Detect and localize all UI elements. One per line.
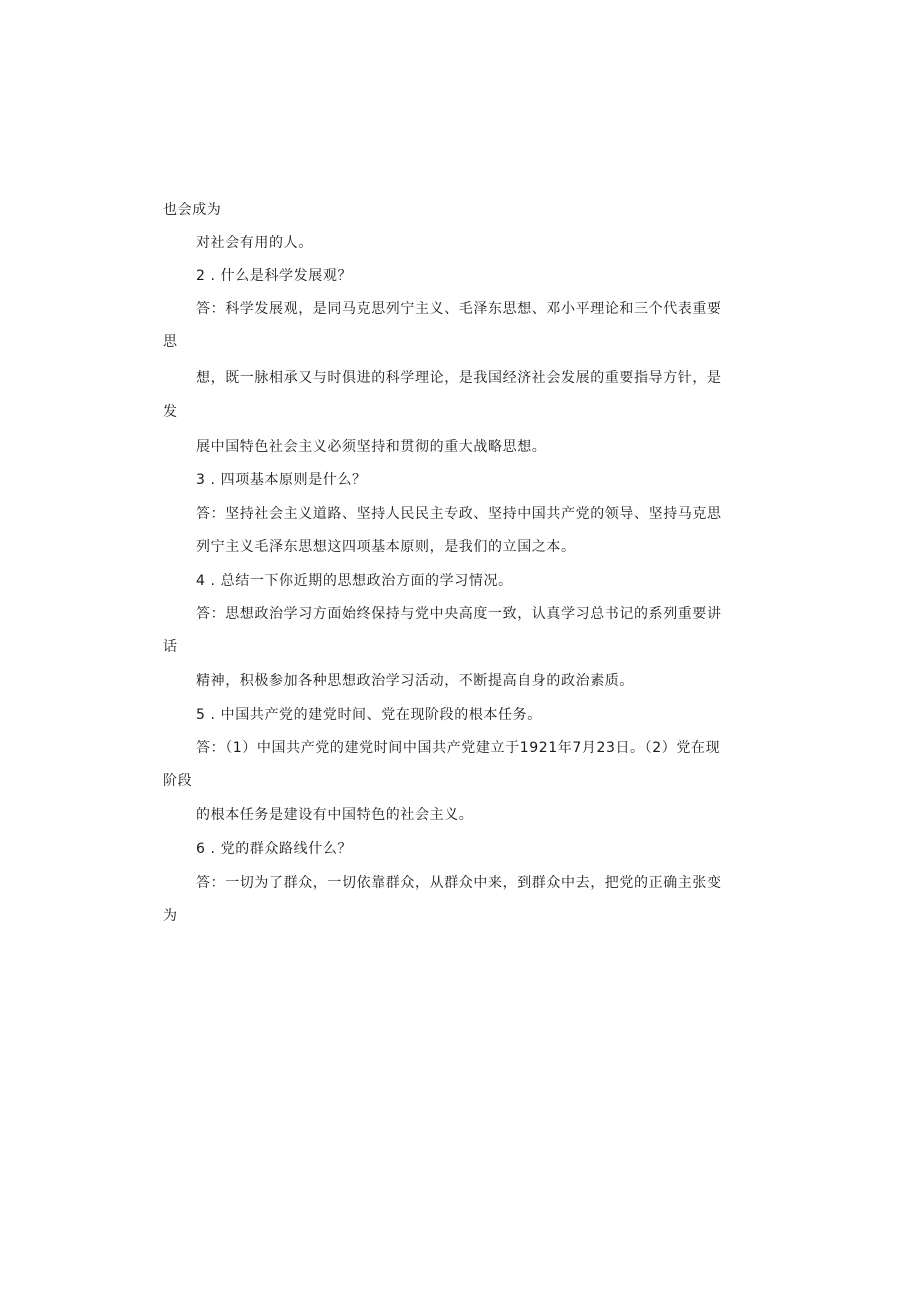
text-line: 展中国特色社会主义必须坚持和贯彻的重大战略思想。 bbox=[196, 439, 547, 455]
question-heading: 2 . 什么是科学发展观？ bbox=[196, 268, 353, 284]
text-line: 精神，积极参加各种思想政治学习活动，不断提高自身的政治素质。 bbox=[196, 673, 634, 689]
answer-line: 答：一切为了群众，一切依靠群众，从群众中来，到群众中去，把党的正确主张变 bbox=[196, 875, 722, 891]
text-line: 思 bbox=[163, 334, 178, 350]
question-heading: 5 . 中国共产党的建党时间、党在现阶段的根本任务。 bbox=[196, 707, 542, 723]
text-line: 也会成为 bbox=[163, 202, 222, 218]
question-heading: 3 . 四项基本原则是什么？ bbox=[196, 472, 367, 488]
text-line: 为 bbox=[163, 908, 178, 924]
answer-line: 答：坚持社会主义道路、坚持人民民主专政、坚持中国共产党的领导、坚持马克思 bbox=[196, 506, 722, 522]
answer-line: 答：（1）中国共产党的建党时间中国共产党建立于1921年7月23日。（2）党在现 bbox=[196, 740, 721, 756]
text-line: 阶段 bbox=[163, 773, 193, 789]
answer-line: 答：思想政治学习方面始终保持与党中央高度一致，认真学习总书记的系列重要讲 bbox=[196, 606, 722, 622]
answer-line: 答：科学发展观，是同马克思列宁主义、毛泽东思想、邓小平理论和三个代表重要 bbox=[196, 301, 722, 317]
text-line: 列宁主义毛泽东思想这四项基本原则，是我们的立国之本。 bbox=[196, 539, 576, 555]
question-heading: 4 . 总结一下你近期的思想政治方面的学习情况。 bbox=[196, 573, 513, 589]
text-line: 发 bbox=[163, 404, 178, 420]
question-heading: 6 . 党的群众路线什么？ bbox=[196, 841, 353, 857]
text-line: 的根本任务是建设有中国特色的社会主义。 bbox=[196, 807, 474, 823]
text-line: 想，既一脉相承又与时俱进的科学理论，是我国经济社会发展的重要指导方针，是 bbox=[196, 370, 722, 386]
text-line: 对社会有用的人。 bbox=[196, 235, 313, 251]
text-line: 话 bbox=[163, 639, 178, 655]
